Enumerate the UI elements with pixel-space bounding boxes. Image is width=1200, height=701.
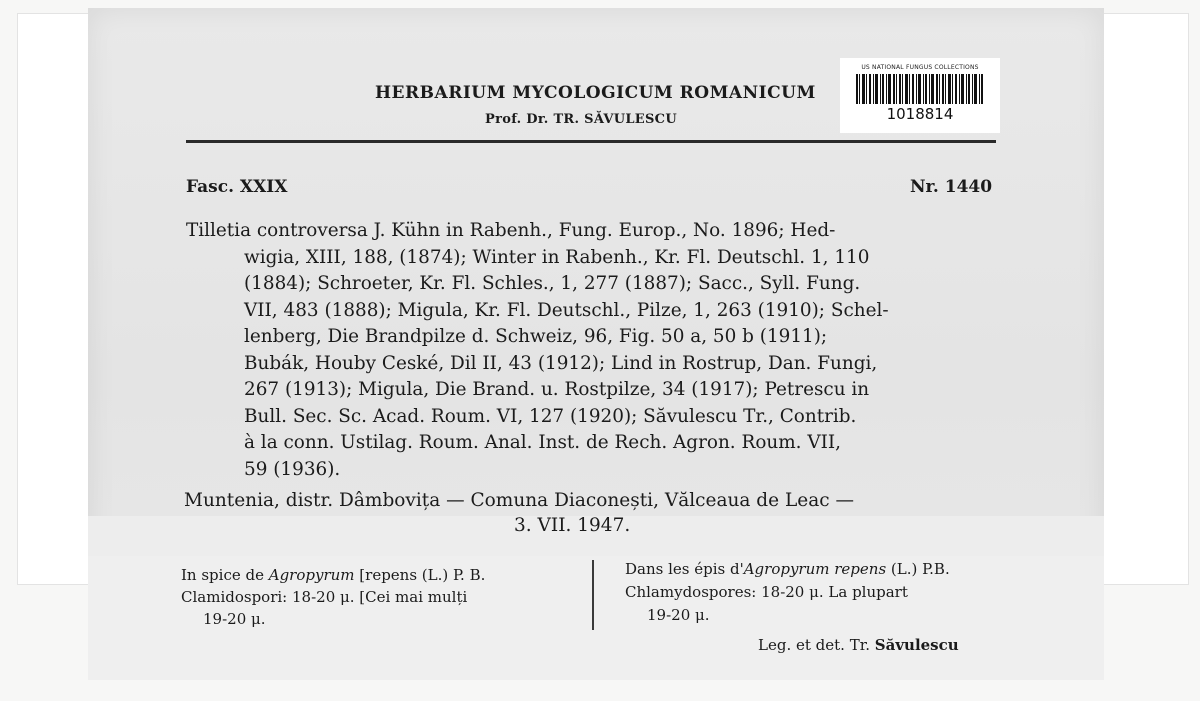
collection-date: 3. VII. 1947.: [514, 515, 631, 536]
french-host-prefix: Dans les épis d': [625, 560, 744, 578]
barcode-number: 1018814: [886, 105, 954, 123]
citation-line: Bubák, Houby Ceské, Dil II, 43 (1912); Lind in Rostrup, Dan. Fungi,: [244, 352, 878, 374]
french-spores-size: 19-20 μ.: [647, 606, 710, 624]
citation-block: [186, 218, 998, 483]
citation-line: (1884); Schroeter, Kr. Fl. Schles., 1, 277 (1887); Sacc., Syll. Fung.: [244, 273, 861, 294]
french-description: [625, 558, 1015, 627]
legdet-prefix: Leg. et det. Tr.: [758, 636, 875, 654]
barcode-icon: [856, 74, 984, 104]
french-host-species: Agropyrum repens: [743, 560, 887, 578]
citation-line: wigia, XIII, 188, (1874); Winter in Rabenh., Kr. Fl. Deutschl. 1, 110: [244, 246, 870, 268]
herbarium-curator: Prof. Dr. TR. SĂVULESCU: [485, 112, 677, 127]
herbarium-title: HERBARIUM MYCOLOGICUM ROMANICUM: [375, 83, 816, 103]
citation-line: lenberg, Die Brandpilze d. Schweiz, 96, Fig. 50 a, 50 b (1911);: [244, 326, 828, 347]
collector-determiner: [758, 636, 959, 654]
romanian-spores: Clamidospori: 18-20 μ. [Cei mai mulți: [181, 588, 468, 606]
french-spores: Chlamydospores: 18-20 μ. La plupart: [625, 583, 908, 601]
collection-locality: [184, 488, 1004, 538]
romanian-description: [181, 564, 576, 630]
barcode-sticker: [840, 58, 1000, 133]
fascicle-label: Fasc. XXIX: [186, 177, 288, 197]
header-divider: [186, 140, 996, 143]
legdet-name: Săvulescu: [874, 636, 959, 654]
column-divider: [592, 560, 594, 630]
citation-line: VII, 483 (1888); Migula, Kr. Fl. Deutschl., Pilze, 1, 263 (1910); Schel-: [244, 299, 889, 321]
romanian-spores-size: 19-20 μ.: [203, 610, 266, 628]
citation-line: Tilletia controversa J. Kühn in Rabenh., Fung. Europ., No. 1896; Hed-: [186, 220, 836, 241]
citation-line: Bull. Sec. Sc. Acad. Roum. VI, 127 (1920); Săvulescu Tr., Contrib.: [244, 405, 857, 427]
locality-place: Muntenia, distr. Dâmbovița — Comuna Diaconești, Vălceaua de Leac —: [184, 490, 854, 511]
romanian-host-prefix: In spice de: [181, 566, 269, 584]
barcode-caption: US NATIONAL FUNGUS COLLECTIONS: [861, 64, 979, 71]
citation-line: 59 (1936).: [244, 458, 341, 480]
citation-line: à la conn. Ustilag. Roum. Anal. Inst. de Rech. Agron. Roum. VII,: [244, 432, 842, 453]
romanian-host-species: Agropyrum: [268, 566, 355, 584]
french-host-suffix: (L.) P.B.: [886, 560, 950, 578]
romanian-host-suffix: [repens (L.) P. B.: [354, 566, 486, 584]
citation-line: 267 (1913); Migula, Die Brand. u. Rostpilze, 34 (1917); Petrescu in: [244, 379, 870, 400]
specimen-label: [88, 8, 1104, 680]
specimen-number: Nr. 1440: [910, 177, 993, 197]
